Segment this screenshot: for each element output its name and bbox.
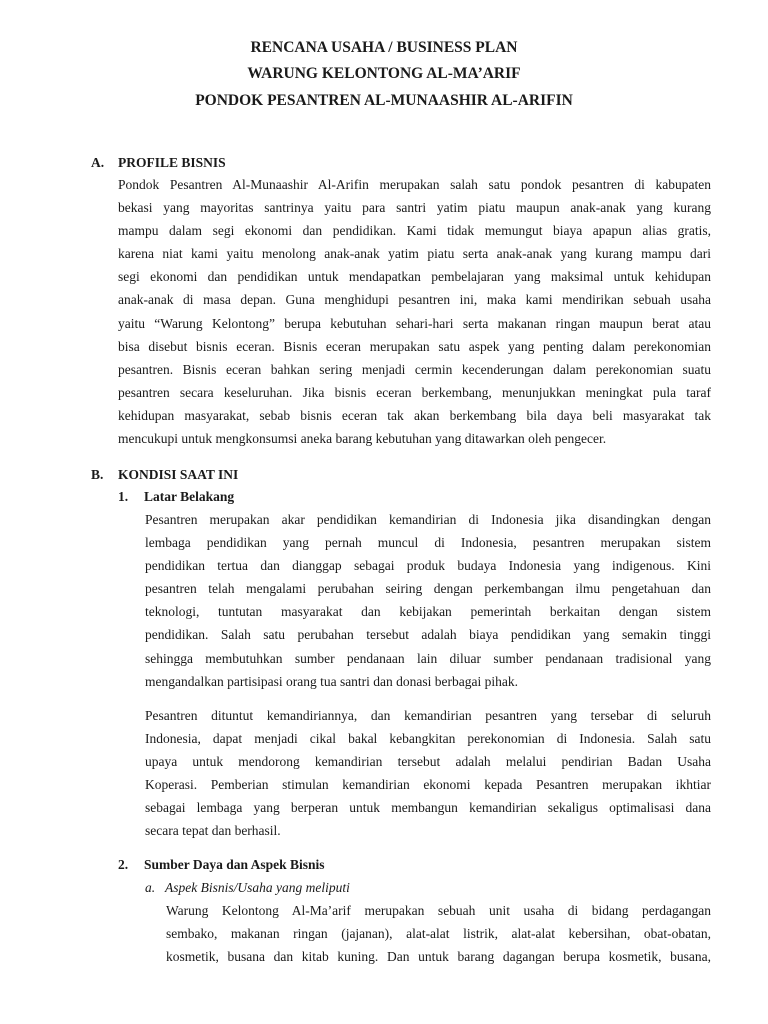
paragraph-line: secara tepat dan berhasil. (145, 823, 281, 839)
section-b-heading (91, 463, 691, 486)
paragraph-line: pesantren telah mengalami perubahan seiring dengan perkembangan ilmu pengetahuan dan (145, 581, 711, 597)
paragraph-line: lembaga pendidikan yang pernah muncul di Indonesia, pesantren merupakan sistem (145, 535, 711, 551)
item-1-heading (118, 485, 618, 508)
document-title-line-1: RENCANA USAHA / BUSINESS PLAN (250, 39, 518, 56)
sub-item-a-letter: a. (145, 880, 156, 895)
paragraph-line: Pesantren merupakan akar pendidikan kemandirian di Indonesia jika disandingkan dengan (145, 512, 711, 527)
paragraph-line: pendidikan tertua dan dianggap sebagai produk budaya Indonesia yang indigenous. Kini (145, 558, 711, 574)
paragraph-line: bisa disebut bisnis eceran. Bisnis eceran merupakan satu aspek yang penting dalam perekonomian (118, 338, 711, 354)
paragraph-line: mencukupi untuk mengkonsumsi aneka barang kebutuhan yang ditawarkan oleh pengecer. (118, 431, 607, 447)
paragraph-line: sebagai lembaga yang berperan untuk membangun kemandirian sekaligus optimalisasi dana (145, 800, 711, 816)
section-a-title: PROFILE BISNIS (118, 155, 226, 170)
paragraph-line: karena niat kami yaitu menolong anak-anak yatim piatu serta anak-anak yang kurang mampu dari (118, 246, 711, 262)
sub-item-a-heading (145, 876, 645, 899)
document-title-line-3: PONDOK PESANTREN AL-MUNAASHIR AL-ARIFIN (195, 92, 573, 109)
paragraph-line: Koperasi. Pemberian stimulan kemandirian ekonomi kepada Pesantren merupakan ikhtiar (145, 777, 711, 793)
section-a-heading (91, 151, 691, 174)
item-2-title: Sumber Daya dan Aspek Bisnis (144, 857, 325, 872)
paragraph-line: upaya untuk mendorong kemandirian tersebut adalah melalui pendirian Badan Usaha (145, 754, 711, 770)
paragraph-line: mampu dalam segi ekonomi dan pendidikan. Kami tidak memungut biaya apapun alias gratis, (118, 223, 711, 239)
paragraph-line: Warung Kelontong Al-Ma’arif merupakan sebuah unit usaha di bidang perdagangan (166, 903, 711, 918)
paragraph-line: pesantren secara keseluruhan. Jika bisnis eceran berkembang, menunjukkan meningkat pula taraf (118, 384, 711, 400)
item-1-paragraph-2 (145, 704, 711, 843)
sub-item-a-title: Aspek Bisnis/Usaha yang meliputi (165, 880, 350, 895)
section-a-paragraph (118, 173, 711, 450)
item-2-number: 2. (118, 857, 129, 872)
paragraph-line: segi ekonomi dan pendidikan untuk mendapatkan pembelajaran yang maksimal untuk kehidupan (118, 269, 711, 285)
document-title-line-2: WARUNG KELONTONG AL-MA’ARIF (247, 65, 521, 82)
paragraph-line: mengandalkan partisipasi orang tua santri dan donasi berbagai pihak. (145, 673, 519, 689)
item-2-heading (118, 853, 618, 876)
sub-item-a-paragraph (166, 899, 711, 968)
paragraph-line: kehidupan masyarakat, sebab bisnis eceran tak akan berkembang bila daya beli masyarakat tak (118, 407, 711, 423)
section-b-letter: B. (91, 467, 104, 482)
paragraph-line: Pondok Pesantren Al-Munaashir Al-Arifin merupakan salah satu pondok pesantren di kabupaten (118, 177, 711, 192)
paragraph-line: yaitu “Warung Kelontong” berupa kebutuhan sehari-hari serta makanan ringan maupun berat atau (118, 315, 711, 331)
paragraph-line: kosmetik, busana dan kitab kuning. Dan untuk barang dagangan berupa kosmetik, busana, (166, 949, 711, 965)
item-1-title: Latar Belakang (144, 489, 235, 504)
paragraph-line: pesantren. Bisnis eceran bahkan sering menjadi cermin kecenderungan dalam perekonomian suatu (118, 361, 711, 377)
item-1-paragraph-1 (145, 508, 711, 693)
paragraph-line: teknologi, tuntutan masyarakat dan kebijakan pemerintah berkaitan dengan sistem (145, 604, 711, 620)
paragraph-line: bekasi yang mayoritas santrinya yaitu para santri yatim piatu maupun anak-anak yang kurang (118, 200, 711, 216)
paragraph-line: Pesantren dituntut kemandiriannya, dan kemandirian pesantren yang tersebar di seluruh (145, 708, 711, 723)
section-a-letter: A. (91, 155, 105, 170)
paragraph-line: anak-anak di masa depan. Guna menghidupi pesantren ini, maka kami mendirikan sebuah usaha (118, 292, 711, 308)
section-b-title: KONDISI SAAT INI (118, 467, 239, 482)
paragraph-line: sehingga membutuhkan sumber pendanaan lain diluar sumber pendanaan tradisional yang (145, 650, 711, 666)
paragraph-line: sembako, makanan ringan (jajanan), alat-alat listrik, alat-alat kebersihan, obat-obatan, (166, 926, 711, 942)
paragraph-line: pendidikan. Salah satu perubahan tersebut adalah biaya pendidikan yang semakin tinggi (145, 627, 711, 643)
paragraph-line: Indonesia, dapat menjadi cikal bakal kebangkitan perekonomian di Indonesia. Salah satu (145, 731, 711, 747)
item-1-number: 1. (118, 489, 129, 504)
